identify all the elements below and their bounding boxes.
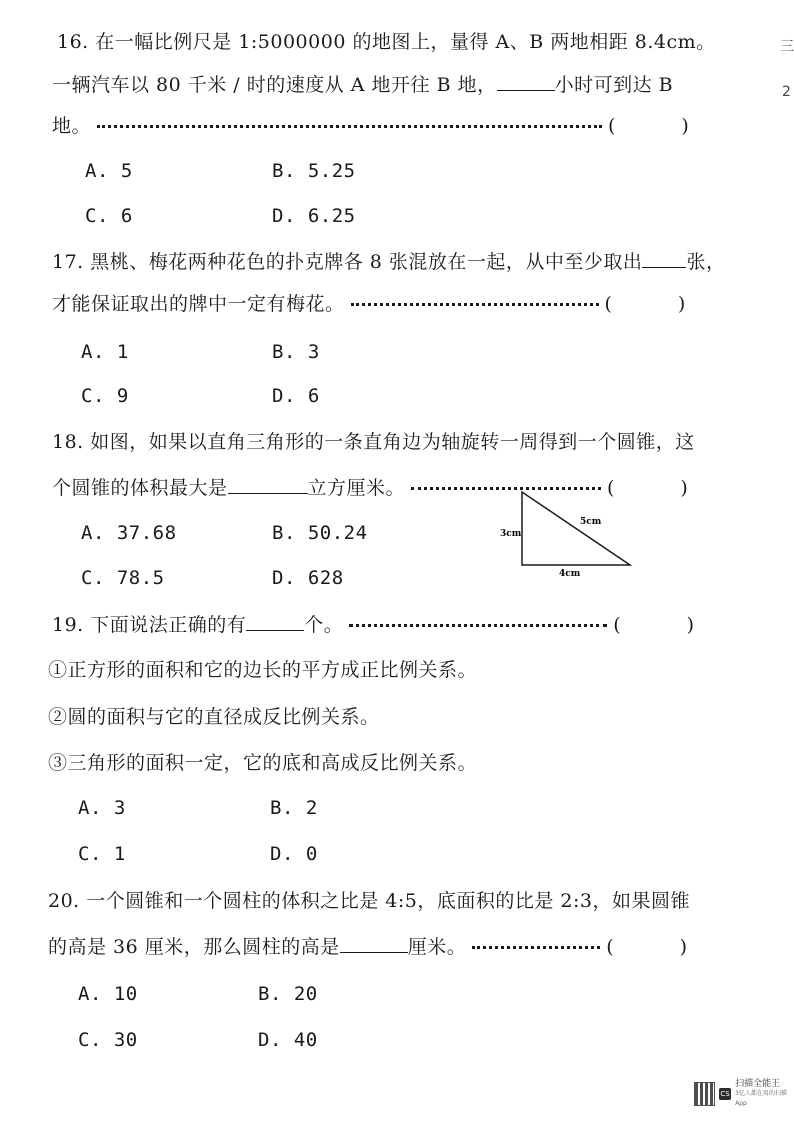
triangle-label-vertical: 3cm: [500, 529, 522, 539]
q19-option-c[interactable]: C. 1: [78, 843, 126, 865]
q18-line-1: 18. 如图，如果以直角三角形的一条直角边为轴旋转一周得到一个圆锥，这: [52, 431, 695, 453]
q20-option-c[interactable]: C. 30: [78, 1029, 138, 1051]
q20-line-2-text: 的高是 36 厘米，那么圆柱的高是: [48, 936, 340, 958]
q16-line-2-text: 一辆汽车以 80 千米 / 时的速度从 A 地开往 B 地，: [52, 74, 497, 96]
qr-code-icon: [694, 1082, 715, 1106]
triangle-label-hypotenuse: 5cm: [580, 517, 602, 527]
q20-option-d[interactable]: D. 40: [258, 1029, 318, 1051]
q18-line-2-tail: 立方厘米。: [307, 477, 406, 499]
q18-option-a[interactable]: A. 37.68: [81, 522, 177, 544]
q17-option-a[interactable]: A. 1: [81, 341, 129, 363]
q18-option-c[interactable]: C. 78.5: [81, 567, 165, 589]
scanner-brand-sub: 3亿人都在用的扫描App: [735, 1090, 787, 1107]
q17-answer-paren[interactable]: ( ): [604, 293, 686, 315]
edge-mark-1: 三: [780, 39, 794, 55]
q19-statement-2: ②圆的面积与它的直径成反比例关系。: [48, 706, 380, 728]
q18-answer-blank[interactable]: [228, 475, 308, 494]
right-triangle-figure: [495, 485, 640, 580]
q16-option-b[interactable]: B. 5.25: [272, 160, 356, 182]
q20-line-2: [48, 934, 688, 959]
q16-option-c[interactable]: C. 6: [85, 205, 133, 227]
q16-option-a[interactable]: A. 5: [85, 160, 133, 182]
q18-option-b[interactable]: B. 50.24: [272, 522, 368, 544]
q20-line-2-tail: 厘米。: [407, 936, 467, 958]
scanner-watermark: [694, 1080, 790, 1108]
q18-answer-paren[interactable]: ( ): [607, 477, 689, 499]
triangle-label-base: 4cm: [559, 569, 581, 579]
q20-option-a[interactable]: A. 10: [78, 983, 138, 1005]
q17-line-1-tail: 张，: [686, 251, 726, 273]
q16-line-3: [52, 114, 689, 138]
q20-leader-dots: [472, 944, 600, 949]
q16-line-2: [52, 72, 673, 97]
q17-line-2: [52, 292, 686, 316]
q16-line-3-text: 地。: [52, 115, 92, 137]
q16-answer-paren[interactable]: ( ): [608, 115, 690, 137]
q17-leader-dots: [351, 301, 599, 306]
edge-mark-2: 2: [782, 84, 791, 100]
q17-option-b[interactable]: B. 3: [272, 341, 320, 363]
triangle-shape: [522, 492, 630, 565]
q19-line-1: [52, 612, 695, 637]
q16-leader-dots: [97, 123, 602, 128]
q16-answer-blank[interactable]: [497, 72, 555, 91]
q19-option-a[interactable]: A. 3: [78, 797, 126, 819]
q18-line-2-text: 个圆锥的体积最大是: [52, 477, 228, 499]
q18-option-d[interactable]: D. 628: [272, 567, 344, 589]
q16-option-d[interactable]: D. 6.25: [272, 205, 356, 227]
q19-option-b[interactable]: B. 2: [270, 797, 318, 819]
scanner-brand-name: 扫描全能王: [735, 1079, 781, 1089]
q17-option-c[interactable]: C. 9: [81, 385, 129, 407]
q17-answer-blank[interactable]: [642, 249, 686, 268]
q20-answer-paren[interactable]: ( ): [606, 936, 688, 958]
q17-line-1: [52, 249, 725, 274]
q20-line-1: 20. 一个圆锥和一个圆柱的体积之比是 4:5，底面积的比是 2:3，如果圆锥: [48, 890, 690, 912]
q19-line-1-tail: 个。: [304, 614, 344, 636]
q19-answer-paren[interactable]: ( ): [613, 614, 695, 636]
q19-statement-3: ③三角形的面积一定，它的底和高成反比例关系。: [48, 752, 478, 774]
q20-option-b[interactable]: B. 20: [258, 983, 318, 1005]
q19-line-1-text: 19. 下面说法正确的有: [52, 614, 247, 636]
q17-option-d[interactable]: D. 6: [272, 385, 320, 407]
q19-option-d[interactable]: D. 0: [270, 843, 318, 865]
q17-line-1-text: 17. 黑桃、梅花两种花色的扑克牌各 8 张混放在一起，从中至少取出: [52, 251, 643, 273]
q16-line-1: 16. 在一幅比例尺是 1:5000000 的地图上，量得 A、B 两地相距 8.4cm。: [57, 31, 716, 53]
q19-statement-1: ①正方形的面积和它的边长的平方成正比例关系。: [48, 659, 478, 681]
scanner-badge-icon: CS: [720, 1090, 730, 1098]
q20-answer-blank[interactable]: [340, 934, 408, 953]
q17-line-2-text: 才能保证取出的牌中一定有梅花。: [52, 293, 345, 315]
q16-line-2-tail: 小时可到达 B: [554, 74, 674, 96]
q19-leader-dots: [349, 622, 607, 627]
scanner-brand: [735, 1079, 790, 1109]
q19-answer-blank[interactable]: [246, 612, 304, 631]
